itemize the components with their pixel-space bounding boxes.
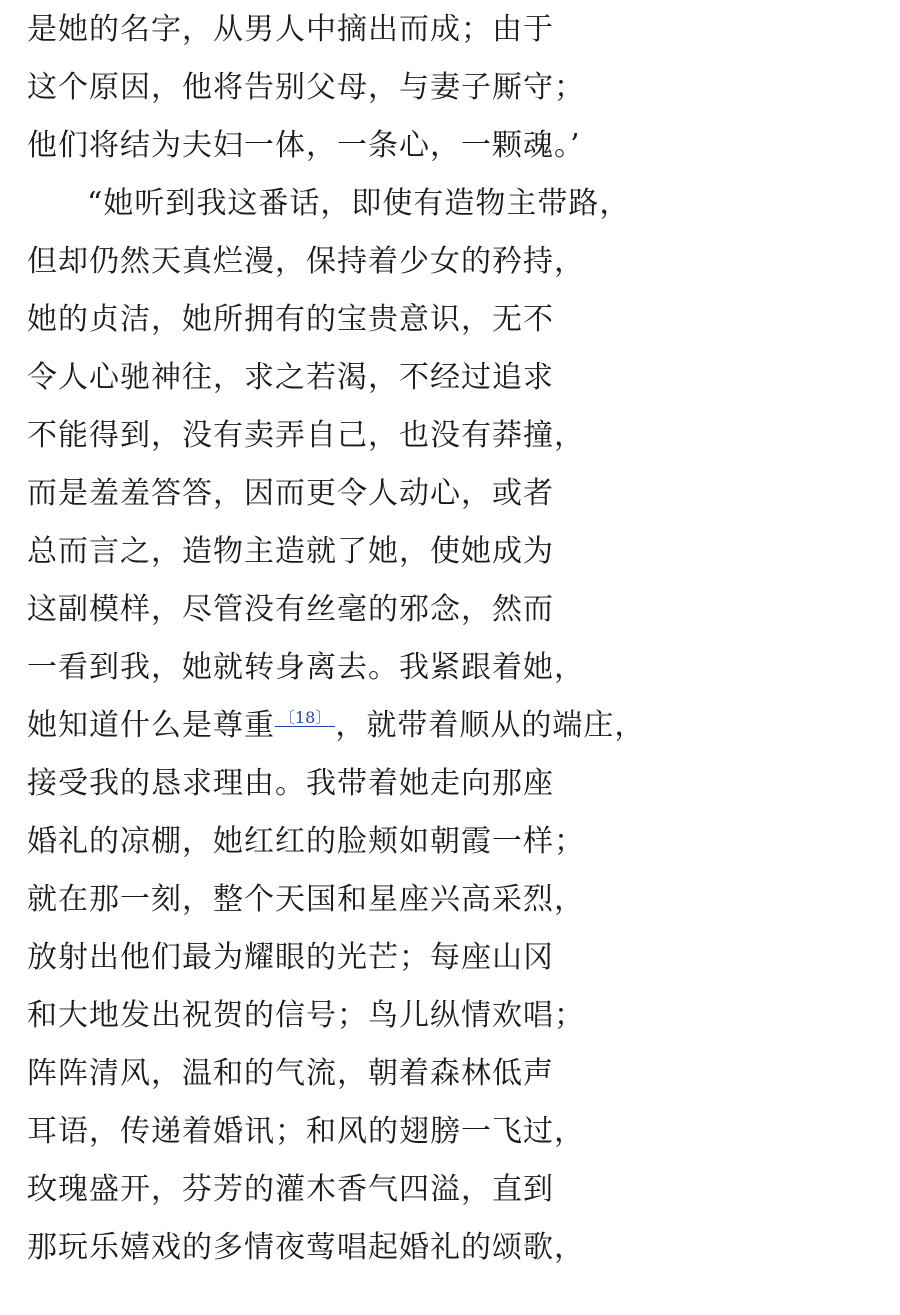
text-line: 是她的名字，从男人中摘出而成；由于 xyxy=(27,12,554,47)
text-line: 就在那一刻，整个天国和星座兴高采烈， xyxy=(27,882,585,917)
text-line: 不能得到，没有卖弄自己，也没有莽撞， xyxy=(27,418,585,453)
text-line: 他们将结为夫妇一体，一条心，一颗魂。’ xyxy=(27,128,581,163)
text-line: 接受我的恳求理由。我带着她走向那座 xyxy=(27,766,554,801)
text-line: 令人心驰神往，求之若渴，不经过追求 xyxy=(27,360,554,395)
text-line: 而是羞羞答答，因而更令人动心，或者 xyxy=(27,476,554,511)
text-line: 这个原因，他将告别父母，与妻子厮守； xyxy=(27,70,585,105)
text-line: 耳语，传递着婚讯；和风的翅膀一飞过， xyxy=(27,1114,585,1149)
text-line: 婚礼的凉棚，她红红的脸颊如朝霞一样； xyxy=(27,824,585,859)
text-line: 玫瑰盛开，芬芳的灌木香气四溢，直到 xyxy=(27,1172,554,1207)
text-segment: 她知道什么是尊重 xyxy=(27,708,275,743)
text-line: “她听到我这番话，即使有造物主带路， xyxy=(87,186,631,221)
text-line: 总而言之，造物主造就了她，使她成为 xyxy=(27,534,554,569)
text-line: 一看到我，她就转身离去。我紧跟着她， xyxy=(27,650,585,685)
text-segment: ，就带着顺从的端庄， xyxy=(335,708,646,743)
text-line: 放射出他们最为耀眼的光芒；每座山冈 xyxy=(27,940,554,975)
text-line: 那玩乐嬉戏的多情夜莺唱起婚礼的颂歌， xyxy=(27,1230,585,1265)
text-line: 这副模样，尽管没有丝毫的邪念，然而 xyxy=(27,592,554,627)
text-line: 但却仍然天真烂漫，保持着少女的矜持， xyxy=(27,244,585,279)
text-line: 她的贞洁，她所拥有的宝贵意识，无不 xyxy=(27,302,554,337)
text-line: 阵阵清风，温和的气流，朝着森林低声 xyxy=(27,1056,554,1091)
text-line: 和大地发出祝贺的信号；鸟儿纵情欢唱； xyxy=(27,998,585,1033)
footnote-reference-link[interactable]: 〔18〕 xyxy=(275,710,335,727)
text-line-with-footnote xyxy=(27,708,645,744)
